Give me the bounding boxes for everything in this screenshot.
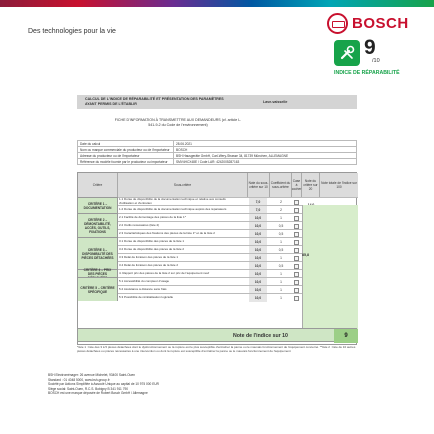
subcriteria-checkbox <box>294 232 299 237</box>
subcriteria-coefficient: 1 <box>280 296 282 300</box>
subcriteria-label: 2.1 Facilité de démontage des pièces de la liste 1* <box>119 215 186 220</box>
subcriteria-checkbox <box>294 272 299 277</box>
subcriteria-checkbox <box>294 256 299 261</box>
subcriteria-coefficient: 0,5 <box>278 224 284 228</box>
subcriteria-coefficient: 1 <box>280 280 282 284</box>
subcriteria-coefficient: 0,5 <box>278 264 284 268</box>
subcriteria-note: 7,0 <box>249 198 267 206</box>
criteria-cell: CRITÈRE 2 – DÉMONTABILITÉ, ACCÈS, OUTILS, FIXATIONS <box>78 213 118 237</box>
badge-label: INDICE DE RÉPARABILITÉ <box>334 70 400 76</box>
footnotes: *liste 1 : liste des 3 à 5 pièces détachées dont le dysfonctionnement ou la rupture est le plus susceptible d'entraîner la panne ou le mauvais fonctionnement de l'équipement concerné. **liste 2 : liste de 10 autres pièces détachées ou pièces nécessaires à une intervention ou dont la rupture est susceptible d'entraîner la panne ou le mauvais fonctionnement de l'équipement <box>77 345 356 353</box>
subcriteria-note: 10,0 <box>249 214 267 222</box>
repairability-grid <box>77 172 357 345</box>
subcriteria-label: 5.2 Assistance à distance sans frais <box>119 287 167 292</box>
address-line: Siège social: Saint-Ouen, R.C.S. Bobigny B 341 911 790 <box>48 386 129 391</box>
subcriteria-checkbox <box>294 264 299 269</box>
header-subcriteria: Sous-critère <box>118 173 248 197</box>
subcriteria-label: 1.2 Durée de disponibilité de la documentation technique auprès des réparateurs <box>119 207 227 212</box>
header-criteria: Critère <box>78 173 118 197</box>
subcriteria-coefficient: 1 <box>280 288 282 292</box>
subcriteria-note: 10,0 <box>249 278 267 286</box>
address-line: Standard : 01 4048 5000, www.bsh-group.fr <box>48 377 110 382</box>
badge-score: 9 <box>364 36 376 59</box>
fiche-heading: FICHE D'INFORMATION À TRANSMETTRE AUX DEMANDEURS (cf. article L. 541-9-2 du Code de l'environnement) <box>114 118 242 127</box>
subcriteria-checkbox <box>294 296 299 301</box>
subcriteria-label: 4. Rapport prix des pièces de la liste 2 sur prix de l'équipement neuf <box>119 271 210 276</box>
subcriteria-label: 5.3 Possibilité de réinitialisation logicielle <box>119 295 174 300</box>
subcriteria-checkbox <box>294 224 299 229</box>
subcriteria-note: 10,0 <box>249 222 267 230</box>
header-criteria-score: Note du critère sur 20 <box>302 173 320 197</box>
bosch-logo <box>327 13 409 34</box>
final-note-value: 9 <box>334 329 358 343</box>
product-type: Lave-vaisselle <box>263 99 288 104</box>
header-coefficient: Coefficient du sous-critère <box>270 173 292 197</box>
info-row <box>78 159 357 165</box>
total-column <box>302 205 358 333</box>
badge-denominator: /10 <box>372 58 380 64</box>
address-line: BSH Electroménager: 26 avenue Michelet, 93400 Saint-Ouen <box>48 373 135 377</box>
subcriteria-note: 7,0 <box>249 206 267 214</box>
total-score: 85,8 <box>302 253 309 257</box>
subcriteria-coefficient: 0,5 <box>278 248 284 252</box>
subcriteria-coefficient: 0,5 <box>278 232 284 236</box>
bosch-armature-icon <box>327 13 348 34</box>
subcriteria-label: 3.2 Durée de disponibilité des pièces de la liste 2 <box>119 247 185 252</box>
subcriteria-coefficient: 2 <box>280 208 282 212</box>
subcriteria-label: 1.1 Durée de disponibilité de la documentation technique et relative aux conseils d'utilisation et d'entretien <box>119 198 226 205</box>
subcriteria-checkbox <box>294 216 299 221</box>
criteria-cell: CRITÈRE 3 – DISPONIBILITÉ DES PIÈCES DÉTACHÉES <box>78 237 118 269</box>
subcriteria-coefficient: 1 <box>280 240 282 244</box>
subcriteria-coefficient: 1 <box>280 256 282 260</box>
tagline: Des technologies pour la vie <box>28 28 116 35</box>
info-key: Référence du modèle fournie par le producteur ou importateur <box>78 159 174 165</box>
subcriteria-label: 5.1 Accessibilité du compteur d'usage <box>119 279 170 284</box>
subcriteria-checkbox <box>294 280 299 285</box>
subcriteria-label: 2.3 Caractéristiques des fixations des pièces de la liste 1* et de la liste 2 <box>119 231 215 236</box>
subcriteria-row <box>118 197 358 205</box>
subcriteria-label: 2.2 Outils nécessaires (liste 2) <box>119 223 160 228</box>
company-address <box>48 373 348 396</box>
subcriteria-label: 3.4 Délai de livraison des pièces de la liste 2 <box>119 263 179 268</box>
subcriteria-note: 10,0 <box>249 286 267 294</box>
subcriteria-note: 10,0 <box>249 270 267 278</box>
address-line: BOSCH est une marque déposée de Robert Bosch GmbH / Allemagne <box>48 391 148 396</box>
brand-gradient-bar <box>0 0 434 7</box>
subcriteria-checkbox <box>294 288 299 293</box>
info-key: Date du calcul <box>78 141 174 147</box>
header-checkbox: Case à cocher <box>292 173 302 197</box>
criteria-cell: CRITÈRE 5 – CRITÈRE SPÉCIFIQUE <box>78 277 118 301</box>
info-value: SMV4HCX48E / Code LAR: 4242005287163 <box>174 159 357 165</box>
address-line: Société par Actions Simplifiée à Associé Unique au capital de 10 975 000 EUR <box>48 382 159 387</box>
brand-name: BOSCH <box>352 15 409 32</box>
product-info-table <box>77 140 357 165</box>
subcriteria-note: 10,0 <box>249 294 267 302</box>
subcriteria-label: 3.3 Délai de livraison des pièces de la liste 1 <box>119 255 179 260</box>
subcriteria-note: 10,0 <box>249 230 267 238</box>
subcriteria-coefficient: 1 <box>280 272 282 276</box>
document-title: CALCUL DE L'INDICE DE RÉPARABILITÉ ET PRÉSENTATION DES PARAMÈTRES AYANT PERMIS DE L'ÉTABLIR <box>85 97 224 106</box>
subcriteria-note: 10,0 <box>249 246 267 254</box>
info-value: BOSCH <box>174 147 357 153</box>
subcriteria-note: 10,0 <box>249 262 267 270</box>
document-title-box <box>77 95 357 109</box>
final-note-label: Note de l'indice sur 10 <box>233 333 288 339</box>
subcriteria-coefficient: 2 <box>280 200 282 204</box>
subcriteria-note: 10,0 <box>249 238 267 246</box>
subcriteria-note: 10,0 <box>249 254 267 262</box>
subcriteria-label: 3.1 Durée de disponibilité des pièces de la liste 1 <box>119 239 185 244</box>
info-key: Nom ou marque commerciale du producteur ou de l'importateur <box>78 147 174 153</box>
subcriteria-checkbox <box>294 240 299 245</box>
subcriteria-checkbox <box>294 200 299 205</box>
subcriteria-checkbox <box>294 248 299 253</box>
wrench-screwdriver-icon <box>334 40 360 66</box>
header-total: Note totale de l'indice sur 100 <box>320 173 358 197</box>
info-value: BSH Hausgeräte GmbH, Carl-Wery-Strasse 34, 81739 München, ALLEMAGNE <box>174 153 357 159</box>
info-value: 28.06.2021 <box>174 141 357 147</box>
criteria-cell: CRITÈRE 1 – DOCUMENTATION <box>78 197 118 213</box>
subcriteria-coefficient: 1 <box>280 216 282 220</box>
info-key: Adresse du producteur ou de l'importateur <box>78 153 174 159</box>
criteria-cell: CRITÈRE 4 – PRIX DES PIÈCES <box>78 269 118 277</box>
header-note: Note du sous-critère sur 10 <box>248 173 270 197</box>
repairability-badge <box>334 36 400 78</box>
final-note-row <box>77 328 357 342</box>
subcriteria-checkbox <box>294 208 299 213</box>
